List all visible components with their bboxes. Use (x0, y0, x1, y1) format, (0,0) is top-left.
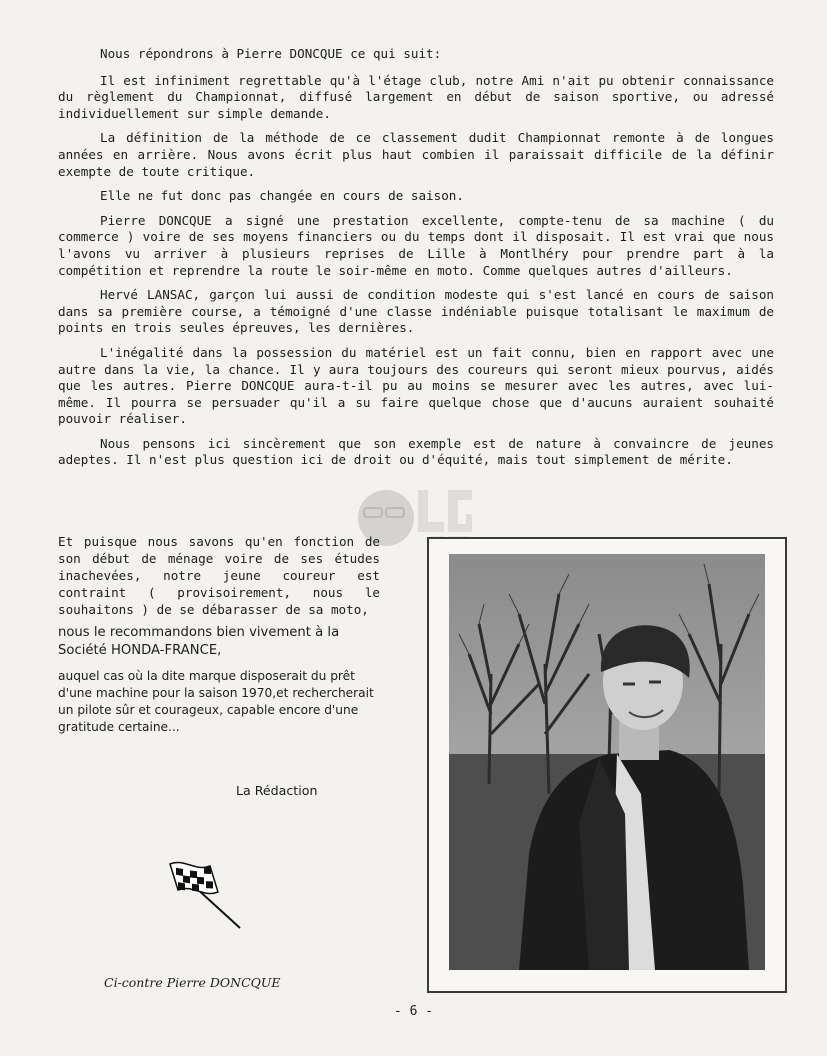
sidebar-recommendation: nous le recommandons bien vivement à la Société HONDA-FRANCE, (58, 625, 340, 658)
article-paragraph: La définition de la méthode de ce classement dudit Championnat remonte à de longues années en arrière. Nous avons écrit plus haut combien il paraissait difficile de la définir exempte de toute critique. (58, 130, 774, 179)
signature: La Rédaction (236, 783, 318, 798)
photo-caption: Ci-contre Pierre DONCQUE (104, 975, 281, 990)
checkered-flag-icon (166, 860, 246, 932)
article-paragraph: Elle ne fut donc pas changée en cours de saison. (100, 188, 464, 204)
article-body (58, 46, 774, 477)
sidebar-column (58, 533, 380, 740)
sidebar-intro: Et puisque nous savons qu'en fonction de son début de ménage voire de ses études inachevées, notre jeune coureur est contraint ( provisoirement, nous le souhaitons ) de se débarasser de sa moto, (58, 534, 380, 617)
portrait-photo (449, 554, 765, 970)
photo-frame (427, 537, 787, 993)
article-paragraph: L'inégalité dans la possession du matériel est un fait connu, bien en rapport avec une autre dans la vie, la chance. Il y aura toujours des coureurs qui seront mieux pourvus, aidés que les autres. Pierre DONCQUE aura-t-il pu au moins se mesurer avec les autres, avec lui-même. Il pourra se persuader qu'il a su faire quelque chose que d'aucuns auraient souhaité pouvoir réaliser. (58, 344, 774, 427)
portrait-photo-drawing (449, 554, 765, 970)
article-paragraph: Nous répondrons à Pierre DONCQUE ce qui suit: (100, 46, 442, 61)
article-paragraph: Pierre DONCQUE a signé une prestation excellente, compte-tenu de sa machine ( du commerce ) voire de ses moyens financiers ou du temps dont il disposait. Il est vrai que nous l'avons vu arriver à plusieurs reprises de Lille à Montlhéry pour prendre part à la compétition et reprendre la route le soir-même en moto. Comme quelques autres d'ailleurs. (58, 212, 774, 278)
sidebar-closing: auquel cas où la dite marque disposerait du prêt d'une machine pour la saison 1970,et rechercherait un pilote sûr et courageux, capable encore d'une gratitude certaine... (58, 669, 374, 734)
page-number: - 6 - (393, 1004, 434, 1019)
article-paragraph: Il est infiniment regrettable qu'à l'étage club, notre Ami n'ait pu obtenir connaissance du règlement du Championnat, diffusé largement en début de saison sportive, ou adressé individuellement sur simple demande. (58, 72, 774, 121)
article-paragraph: Nous pensons ici sincèrement que son exemple est de nature à convaincre de jeunes adeptes. Il n'est plus question ici de droit ou d'équité, mais tout simplement de mérite. (58, 435, 774, 468)
article-paragraph: Hervé LANSAC, garçon lui aussi de condition modeste qui s'est lancé en cours de saison dans sa première course, a témoigné d'une classe indéniable puisque totalisant le maximum de points en trois seules épreuves, les dernières. (58, 287, 774, 336)
